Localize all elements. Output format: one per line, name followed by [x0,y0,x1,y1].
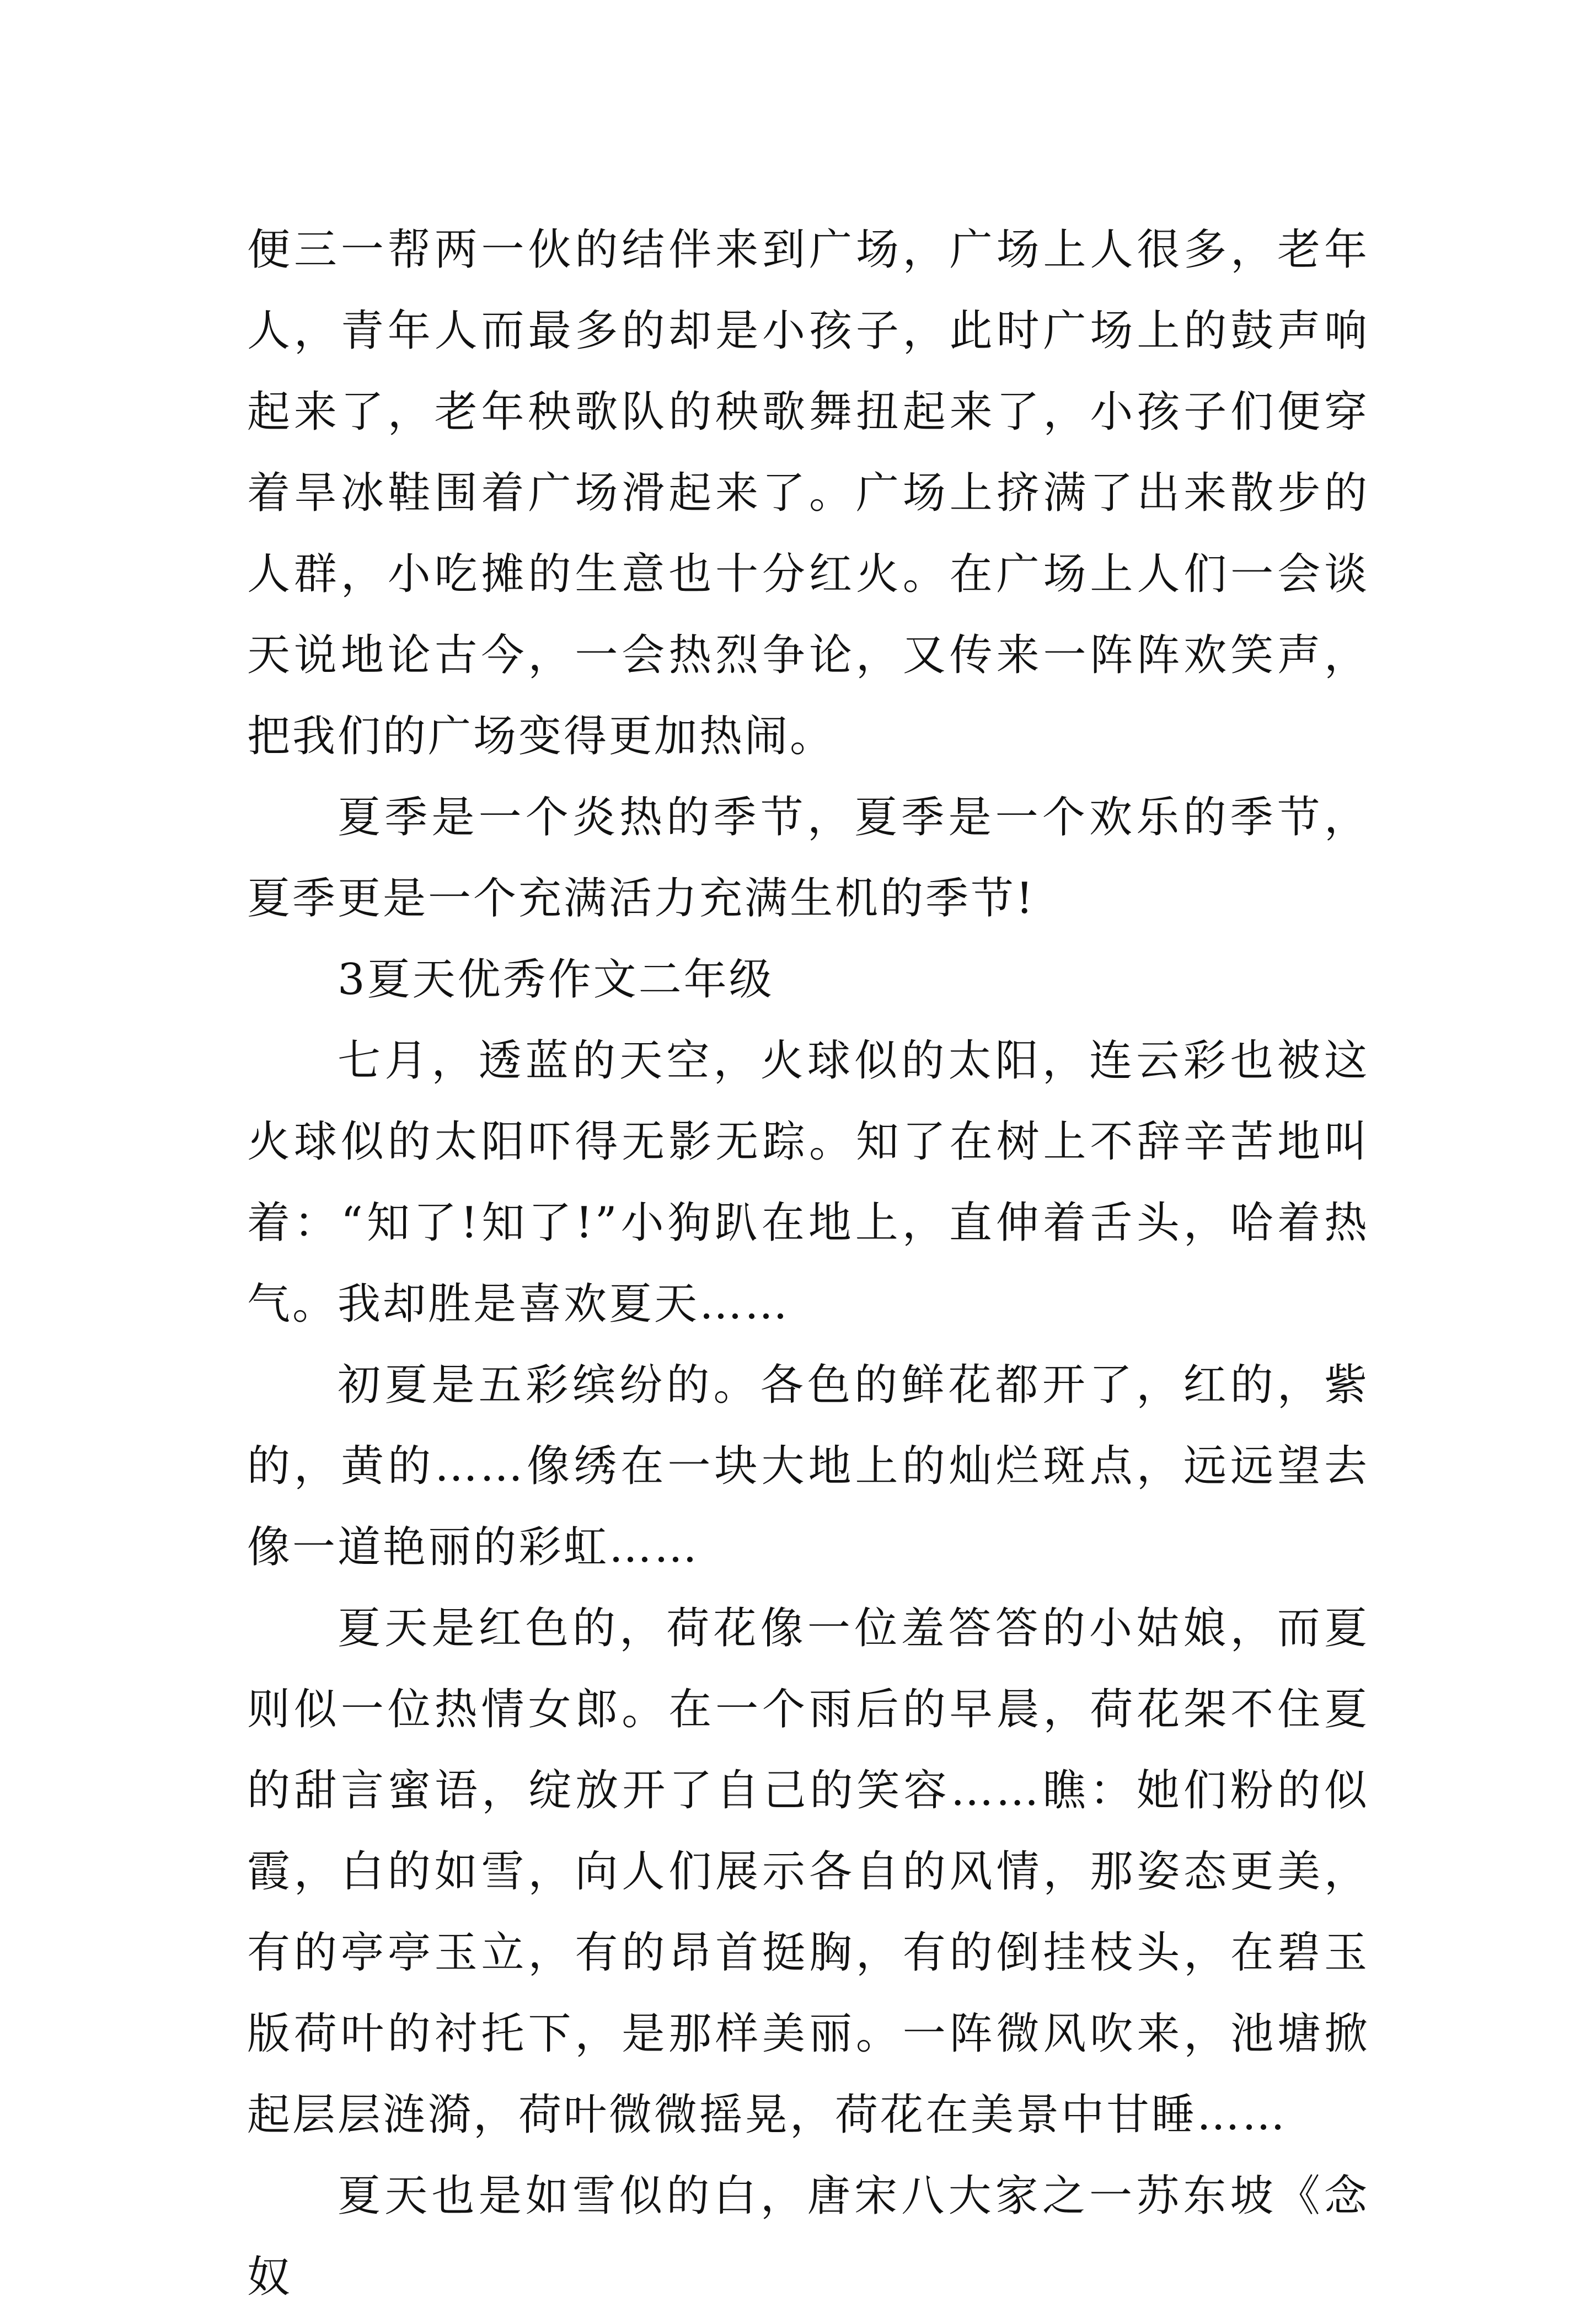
paragraph: 夏季是一个炎热的季节，夏季是一个欢乐的季节，夏季更是一个充满活力充满生机的季节! [247,793,1369,923]
paragraph: 夏天是红色的，荷花像一位羞答答的小姑娘，而夏则似一位热情女郎。在一个雨后的早晨，荷花架不住夏的甜言蜜语，绽放开了自己的笑容……瞧：她们粉的似霞，白的如雪，向人们展示各自的风情，那姿态更美，有的亭亭玉立，有的昂首挺胸，有的倒挂枝头，在碧玉版荷叶的衬托下，是那样美丽。一阵微风吹来，池塘掀起层层涟漪，荷叶微微摇晃，荷花在美景中甘睡…… [247,1604,1369,2140]
paragraph: 七月，透蓝的天空，火球似的太阳，连云彩也被这火球似的太阳吓得无影无踪。知了在树上不辞辛苦地叫着：“知了!知了!”小狗趴在地上，直伸着舌头，哈着热气。我却胜是喜欢夏天…… [247,1036,1369,1329]
paragraph: 夏天也是如雪似的白，唐宋八大家之一苏东坡《念奴 [247,2171,1369,2302]
paragraph: 初夏是五彩缤纷的。各色的鲜花都开了，红的，紫的，黄的……像绣在一块大地上的灿烂斑点，远远望去像一道艳丽的彩虹…… [247,1360,1369,1572]
paragraph-continued: 便三一帮两一伙的结伴来到广场，广场上人很多，老年人，青年人而最多的却是小孩子，此时广场上的鼓声响起来了，老年秧歌队的秧歌舞扭起来了，小孩子们便穿着旱冰鞋围着广场滑起来了。广场上挤满了出来散步的人群，小吃摊的生意也十分红火。在广场上人们一会谈天说地论古今，一会热烈争论，又传来一阵阵欢笑声，把我们的广场变得更加热闹。 [247,225,1369,761]
document-body [247,210,1369,2318]
section-heading: 3夏天优秀作文二年级 [338,955,774,1005]
